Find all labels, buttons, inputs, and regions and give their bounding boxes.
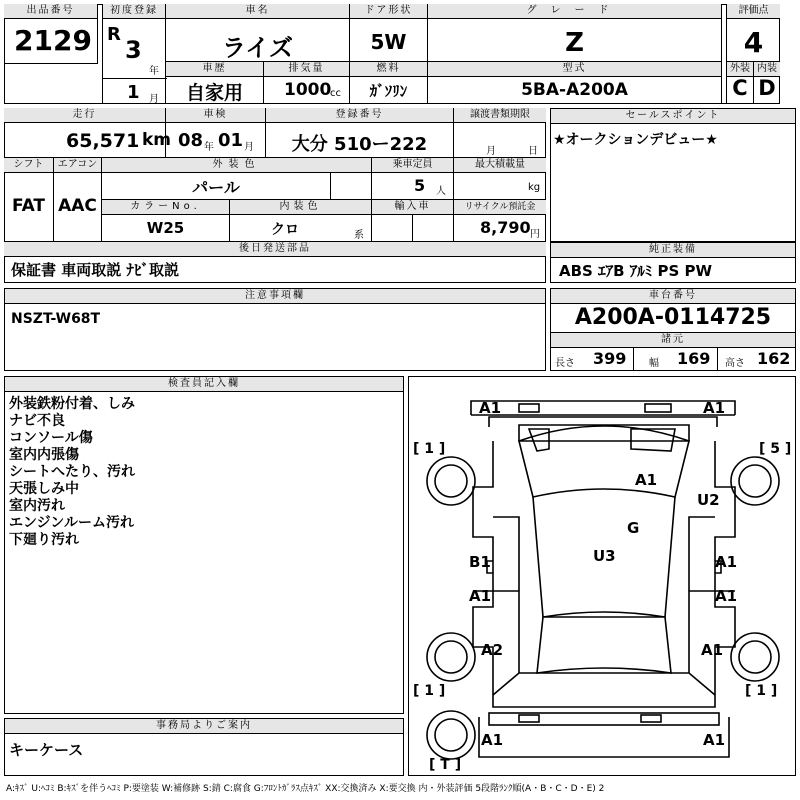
height-label: 高さ (725, 358, 745, 369)
car-name-cell (166, 4, 350, 62)
model-label: 型式 (428, 62, 721, 77)
corner-label-rear-left: [ 1 ] (413, 683, 446, 699)
damage-mark: A1 (703, 399, 726, 417)
color-no: W25 (146, 219, 185, 237)
capacity-label: 乗車定員 (372, 158, 453, 173)
color-no-cell (102, 200, 230, 242)
inspector-box (4, 376, 404, 714)
inspector-notes (9, 396, 135, 549)
exterior-rating: C (732, 76, 748, 100)
inspection-cell (166, 108, 266, 158)
mileage: 65,571 (66, 130, 140, 152)
displacement-unit: cc (330, 88, 341, 99)
insp-year-unit: 年 (204, 142, 214, 153)
note-line: 室内内張傷 (9, 447, 79, 463)
recycle-cell (454, 200, 546, 242)
capacity-cell (372, 158, 454, 200)
damage-mark: A1 (701, 641, 724, 659)
history: 自家用 (185, 82, 243, 104)
doors-label: ドア形状 (350, 4, 427, 19)
office-note: キーケース (9, 741, 84, 759)
lot-label: 出品番号 (4, 4, 97, 19)
interior-cell (754, 62, 780, 104)
grade-label: グレード (428, 4, 721, 19)
doors: 5W (370, 30, 407, 54)
era: R (107, 24, 121, 45)
caution: NSZT-W68T (11, 311, 101, 327)
doors-cell (350, 4, 428, 62)
corner-label-front-right: [ 5 ] (759, 441, 792, 457)
later-parts-label: 後日発送部品 (4, 242, 546, 257)
inspector-label: 検査員記入欄 (5, 377, 403, 392)
office-label: 事務局よりご案内 (5, 719, 403, 734)
damage-mark: U2 (697, 491, 720, 509)
damage-mark: B1 (469, 553, 491, 571)
recycle-unit: 円 (530, 229, 540, 240)
score-cell (726, 4, 780, 62)
capacity-unit: 人 (436, 186, 446, 197)
fuel-label: 燃料 (350, 62, 427, 77)
width-label: 幅 (649, 358, 659, 369)
int-color-cell (230, 200, 372, 242)
dims-label: 諸元 (551, 332, 795, 348)
plate-cell (266, 108, 454, 158)
grade: Z (565, 28, 584, 58)
legend: A:ｷｽﾞ U:ﾍｺﾐ B:ｷｽﾞを伴うﾍｺﾐ P:要塗装 W:補修跡 S:錆 C:腐食 G:ﾌﾛﾝﾄｶﾞﾗｽ点ｷｽﾞ XX:交換済み X:要交換 内・外装評価 5段階ﾗﾝｸ順(A・B・C・D・E) 2 (6, 784, 605, 794)
corner-label-rear-right: [ 1 ] (745, 683, 778, 699)
fuel-cell (350, 62, 428, 104)
chassis-box (550, 288, 796, 371)
month-unit: 月 (149, 94, 159, 105)
equipment: ABS ｴｱB ｱﾙﾐ PS PW (559, 262, 713, 280)
color-no-label: カラーNo. (102, 200, 229, 215)
ext-color: パール (192, 178, 240, 197)
later-parts-box (4, 256, 546, 283)
lot-cell (4, 4, 98, 64)
recycle: 8,790 (480, 218, 531, 237)
sales-point: ★オークションデビュー★ (553, 132, 718, 148)
equipment-box (550, 242, 796, 283)
capacity: 5 (414, 176, 426, 195)
caution-label: 注意事項欄 (5, 289, 545, 304)
lot-number: 2129 (14, 24, 92, 57)
transfer-label: 譲渡書類期限 (454, 108, 546, 123)
reg-year: 3 (125, 36, 142, 64)
damage-mark: G (627, 519, 640, 537)
max-load-label: 最大積載量 (454, 158, 546, 173)
plate-label: 登録番号 (266, 108, 453, 123)
car-outline-drawing (409, 377, 795, 775)
reg-month: 1 (127, 82, 140, 103)
shift-label: シフト (4, 158, 53, 173)
insp-month-unit: 月 (244, 142, 254, 153)
first-reg-label: 初度登録 (103, 4, 165, 19)
displacement-cell (264, 62, 350, 104)
sales-point-box (550, 108, 796, 242)
exterior-label: 外装 (727, 62, 753, 77)
note-line: 室内汚れ (9, 498, 65, 514)
note-line: コンソール傷 (9, 430, 93, 446)
ext-color-label: 外装色 (102, 158, 371, 173)
max-load-unit: kg (528, 182, 541, 193)
chassis-number: A200A-0114725 (574, 305, 772, 330)
shift-cell (4, 158, 54, 242)
import-cell (372, 200, 454, 242)
length: 399 (593, 349, 627, 368)
model: 5BA-A200A (521, 80, 628, 100)
interior-rating: D (758, 76, 776, 100)
damage-mark: A2 (481, 641, 504, 659)
int-color-unit: 系 (354, 230, 364, 241)
exterior-cell (726, 62, 754, 104)
shift: FAT (11, 196, 46, 216)
history-label: 車歴 (166, 62, 263, 77)
int-color-label: 内装色 (230, 200, 371, 215)
interior-label: 内装 (754, 62, 780, 77)
transfer-cell (454, 108, 546, 158)
note-line: 下廻り汚れ (9, 532, 79, 548)
ac: AAC (58, 196, 97, 216)
note-line: エンジンルーム汚れ (9, 515, 134, 531)
import-label: 輸入車 (372, 200, 453, 215)
car-name: ライズ (221, 34, 294, 62)
note-line: シートへたり、汚れ (9, 464, 135, 480)
damage-mark: A1 (469, 587, 492, 605)
sales-point-label: セールスポイント (551, 109, 795, 124)
grade-cell (428, 4, 722, 62)
damage-mark: A1 (703, 731, 726, 749)
displacement-label: 排気量 (264, 62, 349, 77)
insp-year: 08 (178, 130, 204, 151)
model-cell (428, 62, 722, 104)
damage-mark: U3 (593, 547, 616, 565)
damage-mark: A1 (635, 471, 658, 489)
history-cell (166, 62, 264, 104)
ext-color-cell (102, 158, 372, 200)
transfer-month-unit: 月 (486, 146, 496, 157)
corner-label-front-left: [ 1 ] (413, 441, 446, 457)
later-parts: 保証書 車両取説 ﾅﾋﾞ取説 (11, 261, 179, 279)
mileage-cell (4, 108, 172, 158)
equipment-label: 純正装備 (551, 243, 795, 258)
corner-label-trunk: [ T ] (429, 757, 462, 773)
inspection-label: 車検 (166, 108, 265, 123)
transfer-day-unit: 日 (528, 146, 538, 157)
recycle-label: リサイクル預託金 (454, 200, 546, 215)
fuel: ｶﾞｿﾘﾝ (369, 82, 408, 100)
height: 162 (757, 349, 791, 368)
first-reg-cell (102, 4, 166, 104)
plate: 大分 510ー222 (291, 134, 428, 155)
damage-mark: A1 (715, 553, 738, 571)
damage-mark: A1 (479, 399, 502, 417)
caution-box (4, 288, 546, 371)
max-load-cell (454, 158, 546, 200)
ac-cell (54, 158, 102, 242)
mileage-label: 走行 (4, 108, 165, 123)
score-label: 評価点 (727, 4, 780, 19)
chassis-label: 車台番号 (551, 289, 795, 304)
note-line: 外装鉄粉付着、しみ (9, 396, 135, 412)
score: 4 (743, 26, 764, 59)
insp-month: 01 (218, 130, 244, 151)
office-box (4, 718, 404, 776)
mileage-unit: km (142, 130, 172, 150)
car-diagram (408, 376, 796, 776)
year-unit: 年 (149, 66, 159, 77)
displacement: 1000 (284, 80, 332, 100)
ac-label: エアコン (54, 158, 101, 173)
note-line: ナビ不良 (9, 413, 65, 429)
car-name-label: 車名 (166, 4, 349, 19)
damage-mark: A1 (481, 731, 504, 749)
note-line: 天張しみ中 (9, 481, 79, 497)
width: 169 (677, 349, 711, 368)
damage-mark: A1 (715, 587, 738, 605)
int-color: クロ (271, 222, 299, 238)
length-label: 長さ (555, 358, 575, 369)
